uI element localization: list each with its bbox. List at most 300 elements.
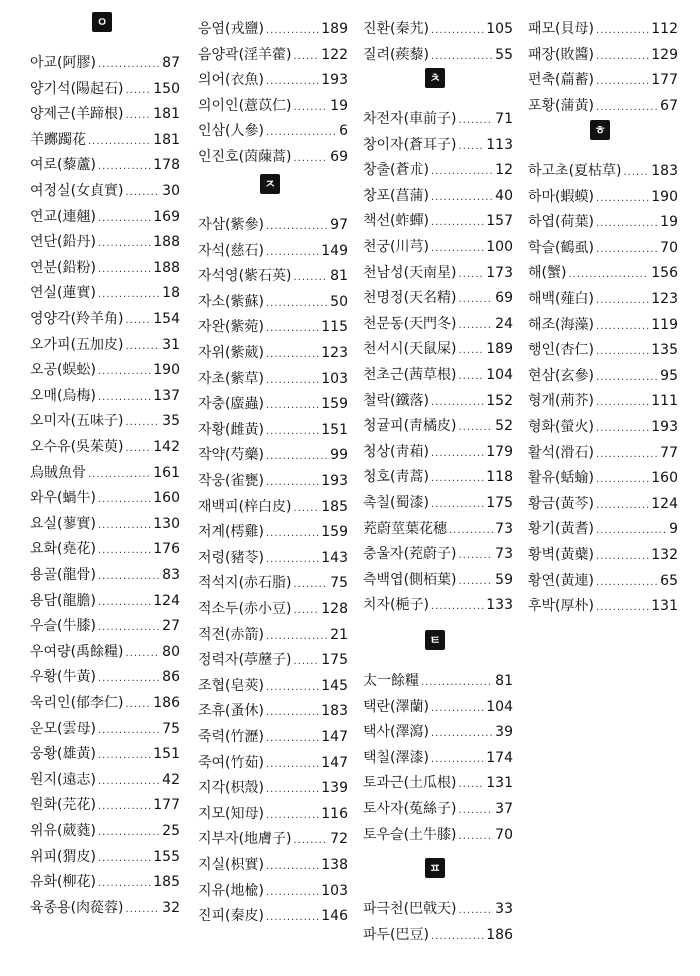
index-entry xyxy=(528,597,678,617)
entry-term: 여정실(女貞實) xyxy=(30,183,124,199)
index-entry xyxy=(198,344,348,364)
entry-page-number: 70 xyxy=(495,826,513,843)
entry-term: 적전(赤箭) xyxy=(198,626,264,643)
entry-term: 형화(螢火) xyxy=(528,419,594,435)
entry-page-number: 130 xyxy=(153,515,180,532)
entry-term: 토사자(菟絲子) xyxy=(363,801,457,817)
dot-leader xyxy=(266,807,319,825)
entry-page-number: 186 xyxy=(153,695,180,711)
entry-term: 연교(連翹) xyxy=(30,208,96,225)
entry-term: 조협(皂莢) xyxy=(198,677,264,694)
entry-term: 패모(貝母) xyxy=(528,21,594,37)
index-entry xyxy=(198,216,348,236)
index-entry xyxy=(30,208,180,228)
index-entry xyxy=(30,668,180,688)
dot-leader xyxy=(596,522,667,540)
dot-leader xyxy=(596,215,658,233)
dot-leader xyxy=(596,22,649,40)
entry-page-number: 185 xyxy=(153,874,180,891)
dot-leader xyxy=(266,551,319,569)
index-entry xyxy=(363,900,513,920)
dot-leader xyxy=(596,394,649,412)
dot-leader xyxy=(294,48,320,66)
dot-leader xyxy=(596,73,649,91)
entry-page-number: 175 xyxy=(486,495,513,511)
entry-page-number: 123 xyxy=(651,291,678,307)
entry-term: 자완(紫菀) xyxy=(198,319,264,336)
dot-leader xyxy=(126,312,152,330)
entry-page-number: 6 xyxy=(339,123,348,140)
entry-term: 청호(靑蒿) xyxy=(363,469,429,486)
entry-term: 연분(鉛粉) xyxy=(30,259,96,276)
entry-term: 행인(杏仁) xyxy=(528,342,594,359)
dot-leader xyxy=(126,645,161,663)
dot-leader xyxy=(431,163,493,181)
dot-leader xyxy=(266,628,328,646)
dot-leader xyxy=(294,500,320,518)
dot-leader xyxy=(98,850,151,868)
entry-page-number: 115 xyxy=(321,319,348,336)
entry-page-number: 156 xyxy=(651,265,678,282)
index-entry xyxy=(363,926,513,946)
entry-page-number: 135 xyxy=(651,342,678,359)
index-entry xyxy=(198,498,348,518)
entry-page-number: 189 xyxy=(486,341,513,358)
entry-term: 청상(靑葙) xyxy=(363,443,429,460)
dot-leader xyxy=(126,184,161,202)
dot-leader xyxy=(266,448,328,466)
index-entry xyxy=(30,720,180,740)
index-entry xyxy=(198,882,348,902)
entry-term: 해조(海藻) xyxy=(528,316,594,333)
dot-leader xyxy=(266,73,319,91)
index-entry xyxy=(30,848,180,868)
entry-page-number: 55 xyxy=(495,46,513,63)
index-entry xyxy=(528,367,678,387)
dot-leader xyxy=(294,99,329,117)
index-entry xyxy=(30,387,180,407)
entry-term: 작웅(雀甕) xyxy=(198,473,264,489)
index-entry xyxy=(528,264,678,284)
entry-page-number: 190 xyxy=(651,188,678,205)
entry-term: 자충(䗪蟲) xyxy=(198,396,264,413)
entry-term: 烏賊魚骨 xyxy=(30,464,86,481)
dot-leader xyxy=(431,189,493,207)
dot-leader xyxy=(459,802,494,820)
entry-page-number: 65 xyxy=(660,572,678,589)
index-entry xyxy=(363,520,513,540)
dot-leader xyxy=(98,363,151,381)
index-entry xyxy=(528,71,678,91)
dot-leader xyxy=(431,725,493,743)
entry-page-number: 175 xyxy=(321,652,348,669)
entry-term: 적석지(赤石脂) xyxy=(198,575,292,592)
index-entry xyxy=(30,617,180,637)
dot-leader xyxy=(459,342,485,360)
entry-term: 자위(紫葳) xyxy=(198,345,264,361)
dot-leader xyxy=(126,338,161,356)
dot-leader xyxy=(266,704,319,722)
entry-page-number: 118 xyxy=(486,469,513,486)
entry-term: 조휴(蚤休) xyxy=(198,703,264,720)
entry-page-number: 69 xyxy=(330,149,348,165)
entry-term: 영양각(羚羊角) xyxy=(30,311,124,327)
dot-leader xyxy=(596,548,649,566)
index-entry xyxy=(198,779,348,799)
entry-page-number: 83 xyxy=(162,567,180,583)
entry-term: 오미자(五味子) xyxy=(30,413,124,430)
index-entry xyxy=(528,495,678,515)
entry-page-number: 25 xyxy=(162,823,180,839)
entry-page-number: 112 xyxy=(651,21,678,37)
section-header-box xyxy=(590,120,610,140)
entry-term: 황연(黃連) xyxy=(528,572,594,589)
index-entry xyxy=(363,161,513,181)
dot-leader xyxy=(459,112,494,130)
index-entry xyxy=(363,774,513,794)
dot-leader xyxy=(294,602,320,620)
dot-leader xyxy=(98,286,160,304)
dot-leader xyxy=(98,619,160,637)
index-entry xyxy=(198,907,348,927)
dot-leader xyxy=(266,346,319,364)
entry-page-number: 147 xyxy=(321,754,348,771)
index-entry xyxy=(30,361,180,381)
entry-term: 오공(蜈蚣) xyxy=(30,362,96,379)
entry-term: 욱리인(郁李仁) xyxy=(30,695,124,711)
dot-leader xyxy=(459,902,494,920)
entry-page-number: 169 xyxy=(153,208,180,225)
index-entry xyxy=(30,336,180,356)
index-entry xyxy=(198,97,348,117)
index-entry xyxy=(528,341,678,361)
entry-term: 지모(知母) xyxy=(198,805,264,822)
index-entry xyxy=(30,643,180,663)
entry-page-number: 122 xyxy=(321,46,348,63)
dot-leader xyxy=(266,320,319,338)
index-entry xyxy=(30,80,180,100)
entry-term: 죽여(竹茹) xyxy=(198,754,264,771)
dot-leader xyxy=(596,446,658,464)
entry-page-number: 18 xyxy=(162,285,180,302)
entry-page-number: 50 xyxy=(330,293,348,310)
dot-leader xyxy=(98,56,160,74)
dot-leader xyxy=(459,776,485,794)
dot-leader xyxy=(266,525,319,543)
dot-leader xyxy=(98,517,151,535)
entry-page-number: 146 xyxy=(321,908,348,925)
entry-term: 요화(堯花) xyxy=(30,541,96,558)
entry-page-number: 30 xyxy=(162,183,180,199)
entry-page-number: 189 xyxy=(321,21,348,37)
entry-term: 천궁(川芎) xyxy=(363,239,429,255)
entry-page-number: 32 xyxy=(162,899,180,916)
entry-page-number: 37 xyxy=(495,801,513,817)
index-entry xyxy=(30,131,180,151)
entry-term: 하엽(荷葉) xyxy=(528,214,594,231)
entry-term: 천초근(茜草根) xyxy=(363,367,457,383)
dot-leader xyxy=(431,22,484,40)
dot-leader xyxy=(294,653,320,671)
index-entry xyxy=(363,392,513,412)
entry-term: 황벽(黃蘗) xyxy=(528,547,594,563)
entry-term: 천명정(天名精) xyxy=(363,290,457,307)
index-entry xyxy=(198,754,348,774)
entry-page-number: 111 xyxy=(651,393,678,410)
index-entry xyxy=(30,54,180,74)
dot-leader xyxy=(266,730,319,748)
index-entry xyxy=(363,289,513,309)
entry-page-number: 132 xyxy=(651,547,678,563)
index-entry xyxy=(198,549,348,569)
index-entry xyxy=(363,494,513,514)
entry-term: 포황(蒲黃) xyxy=(528,97,594,114)
entry-term: 하마(蝦蟆) xyxy=(528,188,594,205)
entry-page-number: 81 xyxy=(330,268,348,285)
entry-term: 형개(荊芥) xyxy=(528,393,594,410)
entry-term: 천남성(天南星) xyxy=(363,264,457,281)
entry-term: 유화(柳花) xyxy=(30,874,96,891)
index-entry xyxy=(198,702,348,722)
dot-leader xyxy=(624,164,650,182)
entry-term: 충울자(茺蔚子) xyxy=(363,546,457,563)
index-entry xyxy=(528,97,678,117)
entry-page-number: 160 xyxy=(651,470,678,487)
entry-page-number: 188 xyxy=(153,234,180,251)
dot-leader xyxy=(98,210,151,228)
entry-page-number: 124 xyxy=(651,495,678,512)
entry-page-number: 147 xyxy=(321,729,348,745)
entry-page-number: 159 xyxy=(321,396,348,413)
entry-term: 요실(蓼實) xyxy=(30,515,96,532)
index-entry xyxy=(528,418,678,438)
index-entry xyxy=(30,899,180,919)
dot-leader xyxy=(459,419,494,437)
section-header-box xyxy=(425,858,445,878)
index-entry xyxy=(30,540,180,560)
entry-term: 용골(龍骨) xyxy=(30,567,96,583)
entry-term: 해(蟹) xyxy=(528,265,567,282)
index-entry xyxy=(198,370,348,390)
dot-leader xyxy=(596,318,649,336)
entry-term: 학슬(鶴虱) xyxy=(528,239,594,256)
dot-leader xyxy=(98,158,151,176)
entry-page-number: 71 xyxy=(495,111,513,127)
entry-term: 지실(枳實) xyxy=(198,857,264,873)
entry-page-number: 155 xyxy=(153,848,180,865)
dot-leader xyxy=(596,599,649,617)
dot-leader xyxy=(459,266,485,284)
entry-term: 자초(紫草) xyxy=(198,370,264,387)
dot-leader xyxy=(98,824,160,842)
entry-page-number: 21 xyxy=(330,626,348,643)
entry-page-number: 139 xyxy=(321,780,348,797)
index-entry xyxy=(363,800,513,820)
dot-leader xyxy=(459,828,494,846)
entry-term: 활석(滑石) xyxy=(528,444,594,461)
dot-leader xyxy=(459,547,494,565)
entry-term: 운모(雲母) xyxy=(30,720,96,737)
dot-leader xyxy=(126,440,152,458)
dot-leader xyxy=(98,235,151,253)
entry-page-number: 95 xyxy=(660,367,678,384)
dot-leader xyxy=(294,576,329,594)
dot-leader xyxy=(459,317,494,335)
dot-leader xyxy=(449,522,493,540)
entry-term: 죽력(竹瀝) xyxy=(198,729,264,745)
index-entry xyxy=(30,438,180,458)
entry-page-number: 12 xyxy=(495,162,513,179)
entry-term: 자삼(紫參) xyxy=(198,217,264,233)
entry-page-number: 100 xyxy=(486,239,513,255)
entry-page-number: 138 xyxy=(321,857,348,873)
index-entry xyxy=(198,677,348,697)
dot-leader xyxy=(266,218,328,236)
entry-term: 후박(厚朴) xyxy=(528,598,594,615)
index-entry xyxy=(30,284,180,304)
entry-term: 의이인(薏苡仁) xyxy=(198,97,292,114)
index-entry xyxy=(363,545,513,565)
dot-leader xyxy=(459,138,485,156)
entry-term: 정력자(葶藶子) xyxy=(198,652,292,669)
entry-term: 茺蔚莖葉花穗 xyxy=(363,520,447,537)
dot-leader xyxy=(266,295,328,313)
entry-term: 재백피(梓白皮) xyxy=(198,498,292,515)
index-entry xyxy=(198,574,348,594)
index-entry xyxy=(198,421,348,441)
entry-term: 진환(秦艽) xyxy=(363,21,429,37)
index-entry xyxy=(528,290,678,310)
dot-leader xyxy=(98,542,151,560)
index-entry xyxy=(528,444,678,464)
index-entry xyxy=(363,20,513,40)
index-entry xyxy=(198,728,348,748)
dot-leader xyxy=(266,909,319,927)
dot-leader xyxy=(596,343,649,361)
dot-leader xyxy=(596,48,649,66)
dot-leader xyxy=(266,244,319,262)
index-entry xyxy=(363,417,513,437)
dot-leader xyxy=(266,124,337,142)
entry-page-number: 80 xyxy=(162,643,180,660)
entry-term: 양기석(陽起石) xyxy=(30,80,124,97)
entry-page-number: 113 xyxy=(486,136,513,153)
index-entry xyxy=(30,156,180,176)
dot-leader xyxy=(596,471,649,489)
entry-term: 편축(萹蓄) xyxy=(528,72,594,89)
entry-term: 현삼(玄參) xyxy=(528,367,594,384)
section-header-letter: ㅍ xyxy=(429,861,441,875)
dot-leader xyxy=(126,107,152,125)
entry-page-number: 179 xyxy=(486,443,513,460)
entry-page-number: 185 xyxy=(321,498,348,515)
dot-leader xyxy=(88,466,151,484)
dot-leader xyxy=(98,261,151,279)
dot-leader xyxy=(596,99,658,117)
index-entry xyxy=(198,293,348,313)
dot-leader xyxy=(431,470,484,488)
entry-page-number: 173 xyxy=(486,264,513,281)
dot-leader xyxy=(266,397,319,415)
index-entry xyxy=(30,796,180,816)
index-entry xyxy=(198,242,348,262)
entry-term: 패장(敗醬) xyxy=(528,46,594,63)
index-entry xyxy=(363,443,513,463)
entry-page-number: 183 xyxy=(321,703,348,720)
entry-term: 자소(紫蘇) xyxy=(198,293,264,310)
index-entry xyxy=(30,259,180,279)
index-entry xyxy=(30,464,180,484)
entry-page-number: 181 xyxy=(153,131,180,148)
index-entry xyxy=(528,20,678,40)
index-entry xyxy=(30,412,180,432)
entry-page-number: 149 xyxy=(321,242,348,259)
index-entry xyxy=(363,749,513,769)
index-entry xyxy=(363,46,513,66)
dot-leader xyxy=(266,756,319,774)
index-entry xyxy=(363,315,513,335)
entry-page-number: 161 xyxy=(153,464,180,481)
entry-page-number: 157 xyxy=(486,213,513,230)
dot-leader xyxy=(596,190,649,208)
entry-term: 의어(衣魚) xyxy=(198,72,264,89)
entry-page-number: 103 xyxy=(321,882,348,899)
dot-leader xyxy=(421,674,493,692)
entry-term: 창포(菖蒲) xyxy=(363,187,429,204)
entry-page-number: 104 xyxy=(486,698,513,715)
dot-leader xyxy=(596,241,658,259)
entry-page-number: 67 xyxy=(660,97,678,114)
dot-leader xyxy=(431,496,484,514)
dot-leader xyxy=(596,497,649,515)
index-entry xyxy=(30,489,180,509)
entry-term: 측백엽(側栢葉) xyxy=(363,571,457,588)
index-entry xyxy=(363,698,513,718)
entry-term: 오수유(吳茱萸) xyxy=(30,439,124,455)
entry-page-number: 137 xyxy=(153,387,180,404)
index-entry xyxy=(363,187,513,207)
entry-page-number: 145 xyxy=(321,677,348,694)
entry-term: 원화(芫花) xyxy=(30,797,96,814)
entry-page-number: 69 xyxy=(495,290,513,307)
entry-page-number: 151 xyxy=(321,421,348,438)
entry-term: 토과근(土瓜根) xyxy=(363,775,457,792)
index-entry xyxy=(198,71,348,91)
entry-term: 양제근(羊蹄根) xyxy=(30,106,124,123)
entry-term: 황기(黃耆) xyxy=(528,521,594,538)
entry-term: 저계(樗雞) xyxy=(198,524,264,541)
entry-page-number: 75 xyxy=(330,575,348,592)
entry-page-number: 104 xyxy=(486,367,513,383)
index-entry xyxy=(363,212,513,232)
entry-page-number: 73 xyxy=(495,520,513,537)
dot-leader xyxy=(266,474,319,492)
index-entry xyxy=(363,238,513,258)
entry-term: 황금(黃芩) xyxy=(528,495,594,512)
entry-term: 여로(藜蘆) xyxy=(30,157,96,174)
index-entry xyxy=(363,468,513,488)
entry-page-number: 119 xyxy=(651,316,678,333)
index-entry xyxy=(198,523,348,543)
entry-page-number: 75 xyxy=(162,720,180,737)
dot-leader xyxy=(294,269,329,287)
index-entry xyxy=(198,446,348,466)
index-entry xyxy=(198,148,348,168)
entry-term: 저령(豬苓) xyxy=(198,549,264,566)
entry-page-number: 33 xyxy=(495,901,513,917)
entry-term: 청귤피(靑橘皮) xyxy=(363,418,457,435)
entry-term: 인진호(茵蔯蒿) xyxy=(198,149,292,165)
